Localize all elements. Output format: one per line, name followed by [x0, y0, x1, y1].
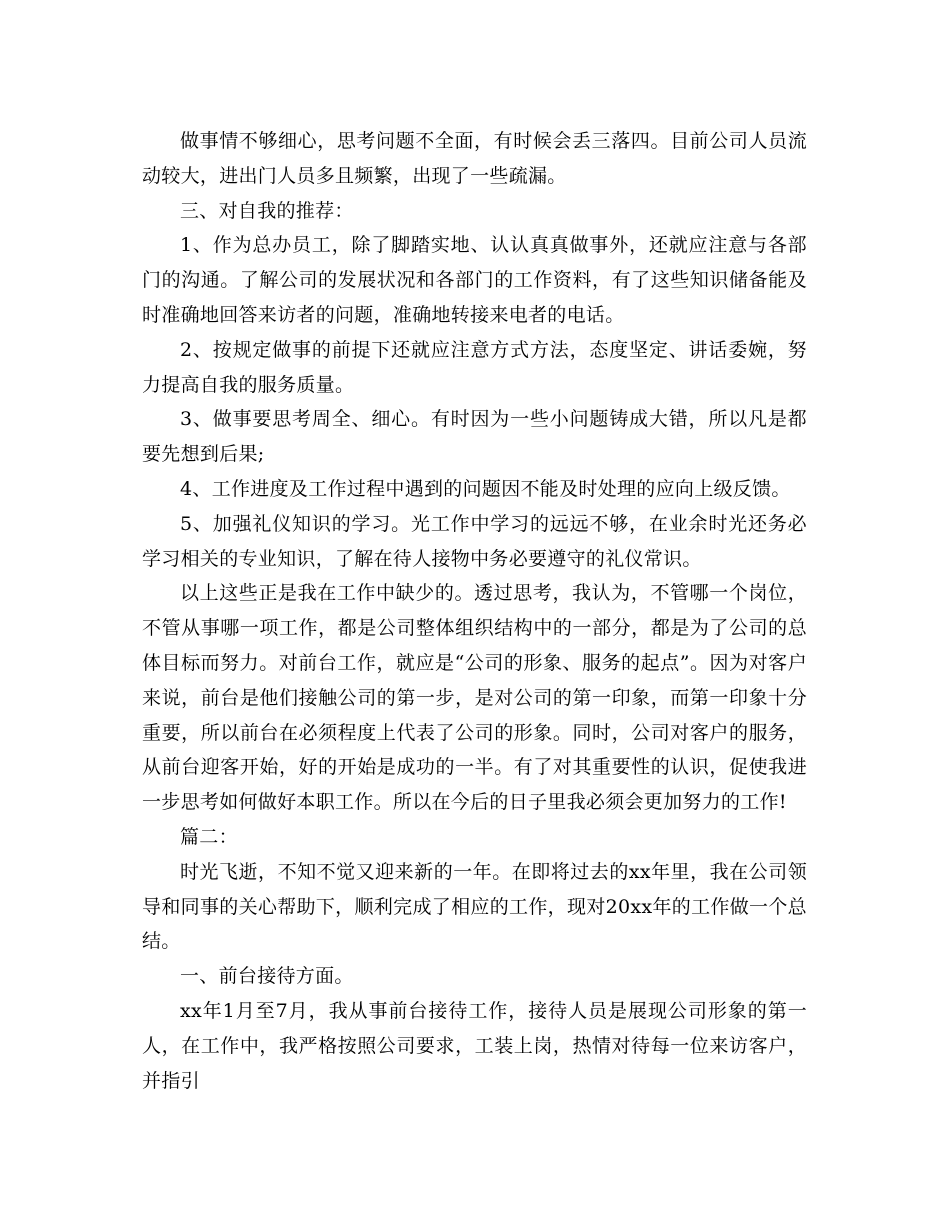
list-item-2: 2、按规定做事的前提下还就应注意方式方法，态度坚定、讲话委婉，努力提高自我的服务质量。 [142, 338, 807, 396]
paragraph-1: 做事情不够细心，思考问题不全面，有时候会丢三落四。目前公司人员流动较大，进出门人员多且频繁，出现了一些疏漏。 [142, 130, 807, 187]
summary-paragraph: 以上这些正是我在工作中缺少的。透过思考，我认为，不管哪一个岗位，不管从事哪一项工作，都是公司整体组织结构中的一部分，都是为了公司的总体目标而努力。对前台工作，就应是“公司的形象、服务的起点”。因为对客户来说，前台是他们接触公司的第一步，是对公司的第一印象，而第一印象十分重要，所以前台在必须程度上代表了公司的形象。同时，公司对客户的服务，从前台迎客开始，好的开始是成功的一半。有了对其重要性的认识，促使我进一步思考如何做好本职工作。所以在今后的日子里我必须会更加努力的工作! [142, 582, 807, 814]
section-heading-1: 一、前台接待方面。 [180, 965, 354, 988]
list-item-3: 3、做事要思考周全、细心。有时因为一些小问题铸成大错，所以凡是都要先想到后果; [142, 408, 807, 466]
part-two-heading: 篇二： [180, 825, 238, 848]
document-body [142, 124, 807, 1098]
part-two-intro: 时光飞逝，不知不觉又迎来新的一年。在即将过去的xx年里，我在公司领导和同事的关心帮助下，顺利完成了相应的工作，现对20xx年的工作做一个总结。 [142, 860, 807, 953]
reception-paragraph: xx年1月至7月，我从事前台接待工作，接待人员是展现公司形象的第一人，在工作中，我严格按照公司要求，工装上岗，热情对待每一位来访客户，并指引 [142, 999, 807, 1092]
list-item-4: 4、工作进度及工作过程中遇到的问题因不能及时处理的应向上级反馈。 [180, 477, 791, 500]
section-heading-3: 三、对自我的推荐： [180, 199, 354, 222]
list-item-5: 5、加强礼仪知识的学习。光工作中学习的远远不够，在业余时光还务必学习相关的专业知识，了解在待人接物中务必要遵守的礼仪常识。 [142, 512, 807, 570]
list-item-1: 1、作为总办员工，除了脚踏实地、认认真真做事外，还就应注意与各部门的沟通。了解公司的发展状况和各部门的工作资料，有了这些知识储备能及时准确地回答来访者的问题，准确地转接来电者的电话。 [142, 234, 807, 326]
